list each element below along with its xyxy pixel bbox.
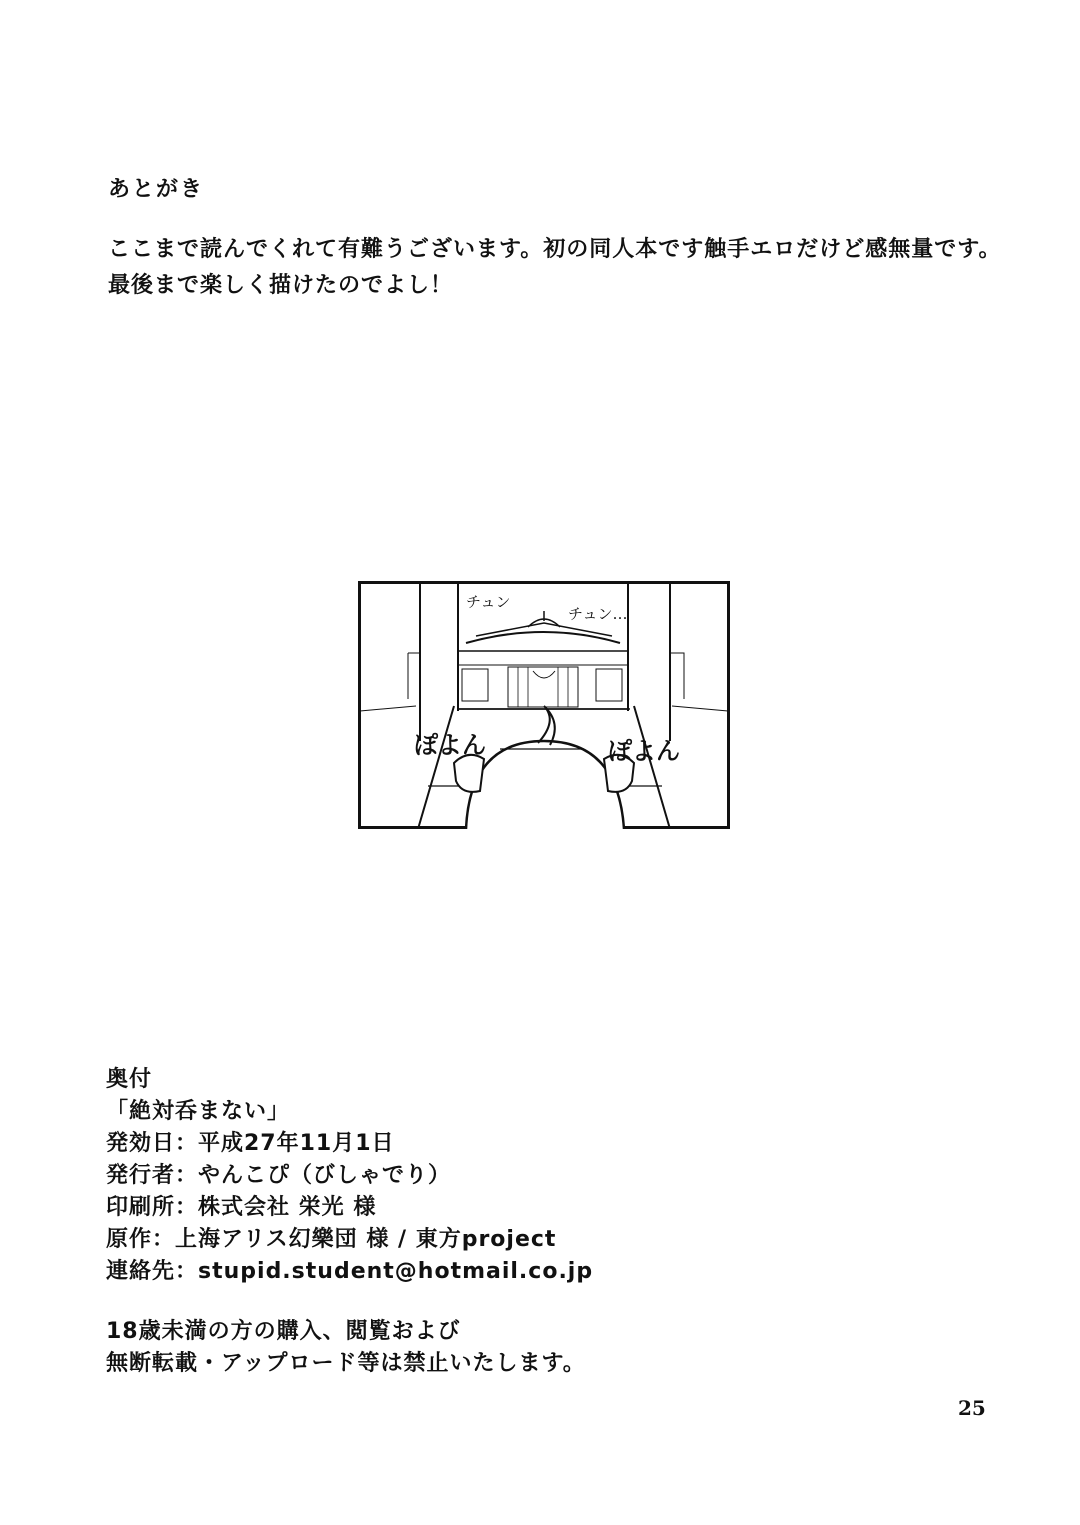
sfx-poyon-1: ぽよん [414, 731, 486, 759]
colophon-publisher: 発行者：やんこぴ（びしゃでり） [106, 1163, 452, 1188]
colophon-original-work: 原作：上海アリス幻樂団 様 / 東方project [106, 1227, 557, 1252]
colophon-issue-date: 発効日：平成27年11月1日 [106, 1131, 395, 1156]
sfx-poyon-2: ぽよん [608, 737, 680, 765]
colophon-heading: 奥付 [106, 1067, 153, 1092]
colophon-printer: 印刷所：株式会社 栄光 様 [106, 1195, 377, 1220]
sfx-chun-2: チュン… [568, 605, 628, 623]
colophon-contact: 連絡先：stupid.student@hotmail.co.jp [106, 1259, 594, 1284]
manga-panel-illustration [358, 581, 730, 829]
afterword-line: ここまで読んでくれて有難うございます。初の同人本です触手エロだけど感無量です。 [108, 237, 1002, 262]
sfx-chun-1: チュン [466, 593, 511, 611]
notice-line: 18歳未満の方の購入、閲覧および [106, 1319, 461, 1344]
afterword-text [108, 232, 1008, 304]
colophon [106, 1064, 593, 1288]
afterword-line: 最後まで楽しく描けたのでよし！ [108, 273, 454, 298]
afterword-heading: あとがき [108, 177, 205, 202]
age-restriction-notice [106, 1316, 586, 1380]
notice-line: 無断転載・アップロード等は禁止いたします。 [106, 1351, 586, 1376]
page-number: 25 [958, 1396, 986, 1420]
colophon-book-title: 「絶対呑まない」 [106, 1099, 291, 1124]
